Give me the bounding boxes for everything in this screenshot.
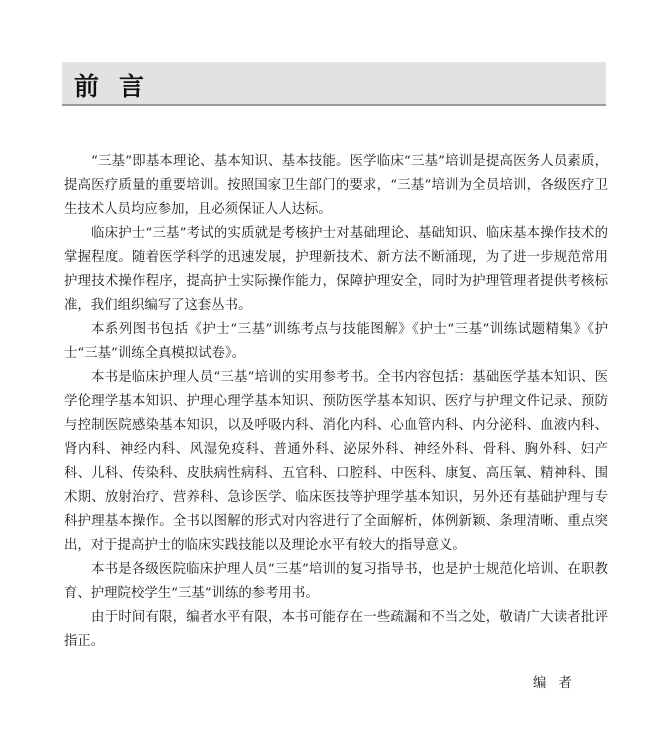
chapter-heading-bar: [62, 62, 606, 106]
page-title: 前言: [74, 72, 165, 101]
preface-body: [64, 150, 608, 654]
paragraph-4: 本书是临床护理人员“三基”培训的实用参考书。全书内容包括：基础医学基本知识、医学伦理学基本知识、护理心理学基本知识、预防医学基本知识、医疗与护理文件记录、预防与控制医院感染基本知识，以及呼吸内科、消化内科、心血管内科、内分泌科、血液内科、肾内科、神经内科、风湿免疫科、普通外科、泌尿外科、神经外科、骨科、胸外科、妇产科、儿科、传染科、皮肤病性病科、五官科、口腔科、中医科、康复、高压氧、精神科、围术期、放射治疗、营养科、急诊医学、临床医技等护理学基本知识，另外还有基础护理与专科护理基本操作。全书以图解的形式对内容进行了全面解析，体例新颖、条理清晰、重点突出，对于提高护士的临床实践技能以及理论水平有较大的指导意义。: [64, 370, 608, 553]
paragraph-2: 临床护士“三基”考试的实质就是考核护士对基础理论、基础知识、临床基本操作技术的掌握程度。随着医学科学的迅速发展，护理新技术、新方法不断涌现，为了进一步规范常用护理技术操作程序，提高护士实际操作能力，保障护理安全，同时为护理管理者提供考核标准，我们组织编写了这套丛书。: [64, 226, 608, 313]
paragraph-5: 本书是各级医院临床护理人员“三基”培训的复习指导书，也是护士规范化培训、在职教育、护理院校学生“三基”训练的参考用书。: [64, 562, 608, 601]
author-signature: 编者: [533, 676, 584, 691]
paragraph-6: 由于时间有限，编者水平有限，本书可能存在一些疏漏和不当之处，敬请广大读者批评指正。: [64, 610, 608, 649]
paragraph-1: “三基”即基本理论、基本知识、基本技能。医学临床“三基”培训是提高医务人员素质，提高医疗质量的重要培训。按照国家卫生部门的要求，“三基”培训为全员培训，各级医疗卫生技术人员均应参加，且必须保证人人达标。: [64, 154, 608, 217]
paragraph-3: 本系列图书包括《护士“三基”训练考点与技能图解》《护士“三基”训练试题精集》《护士“三基”训练全真模拟试卷》。: [64, 322, 608, 361]
